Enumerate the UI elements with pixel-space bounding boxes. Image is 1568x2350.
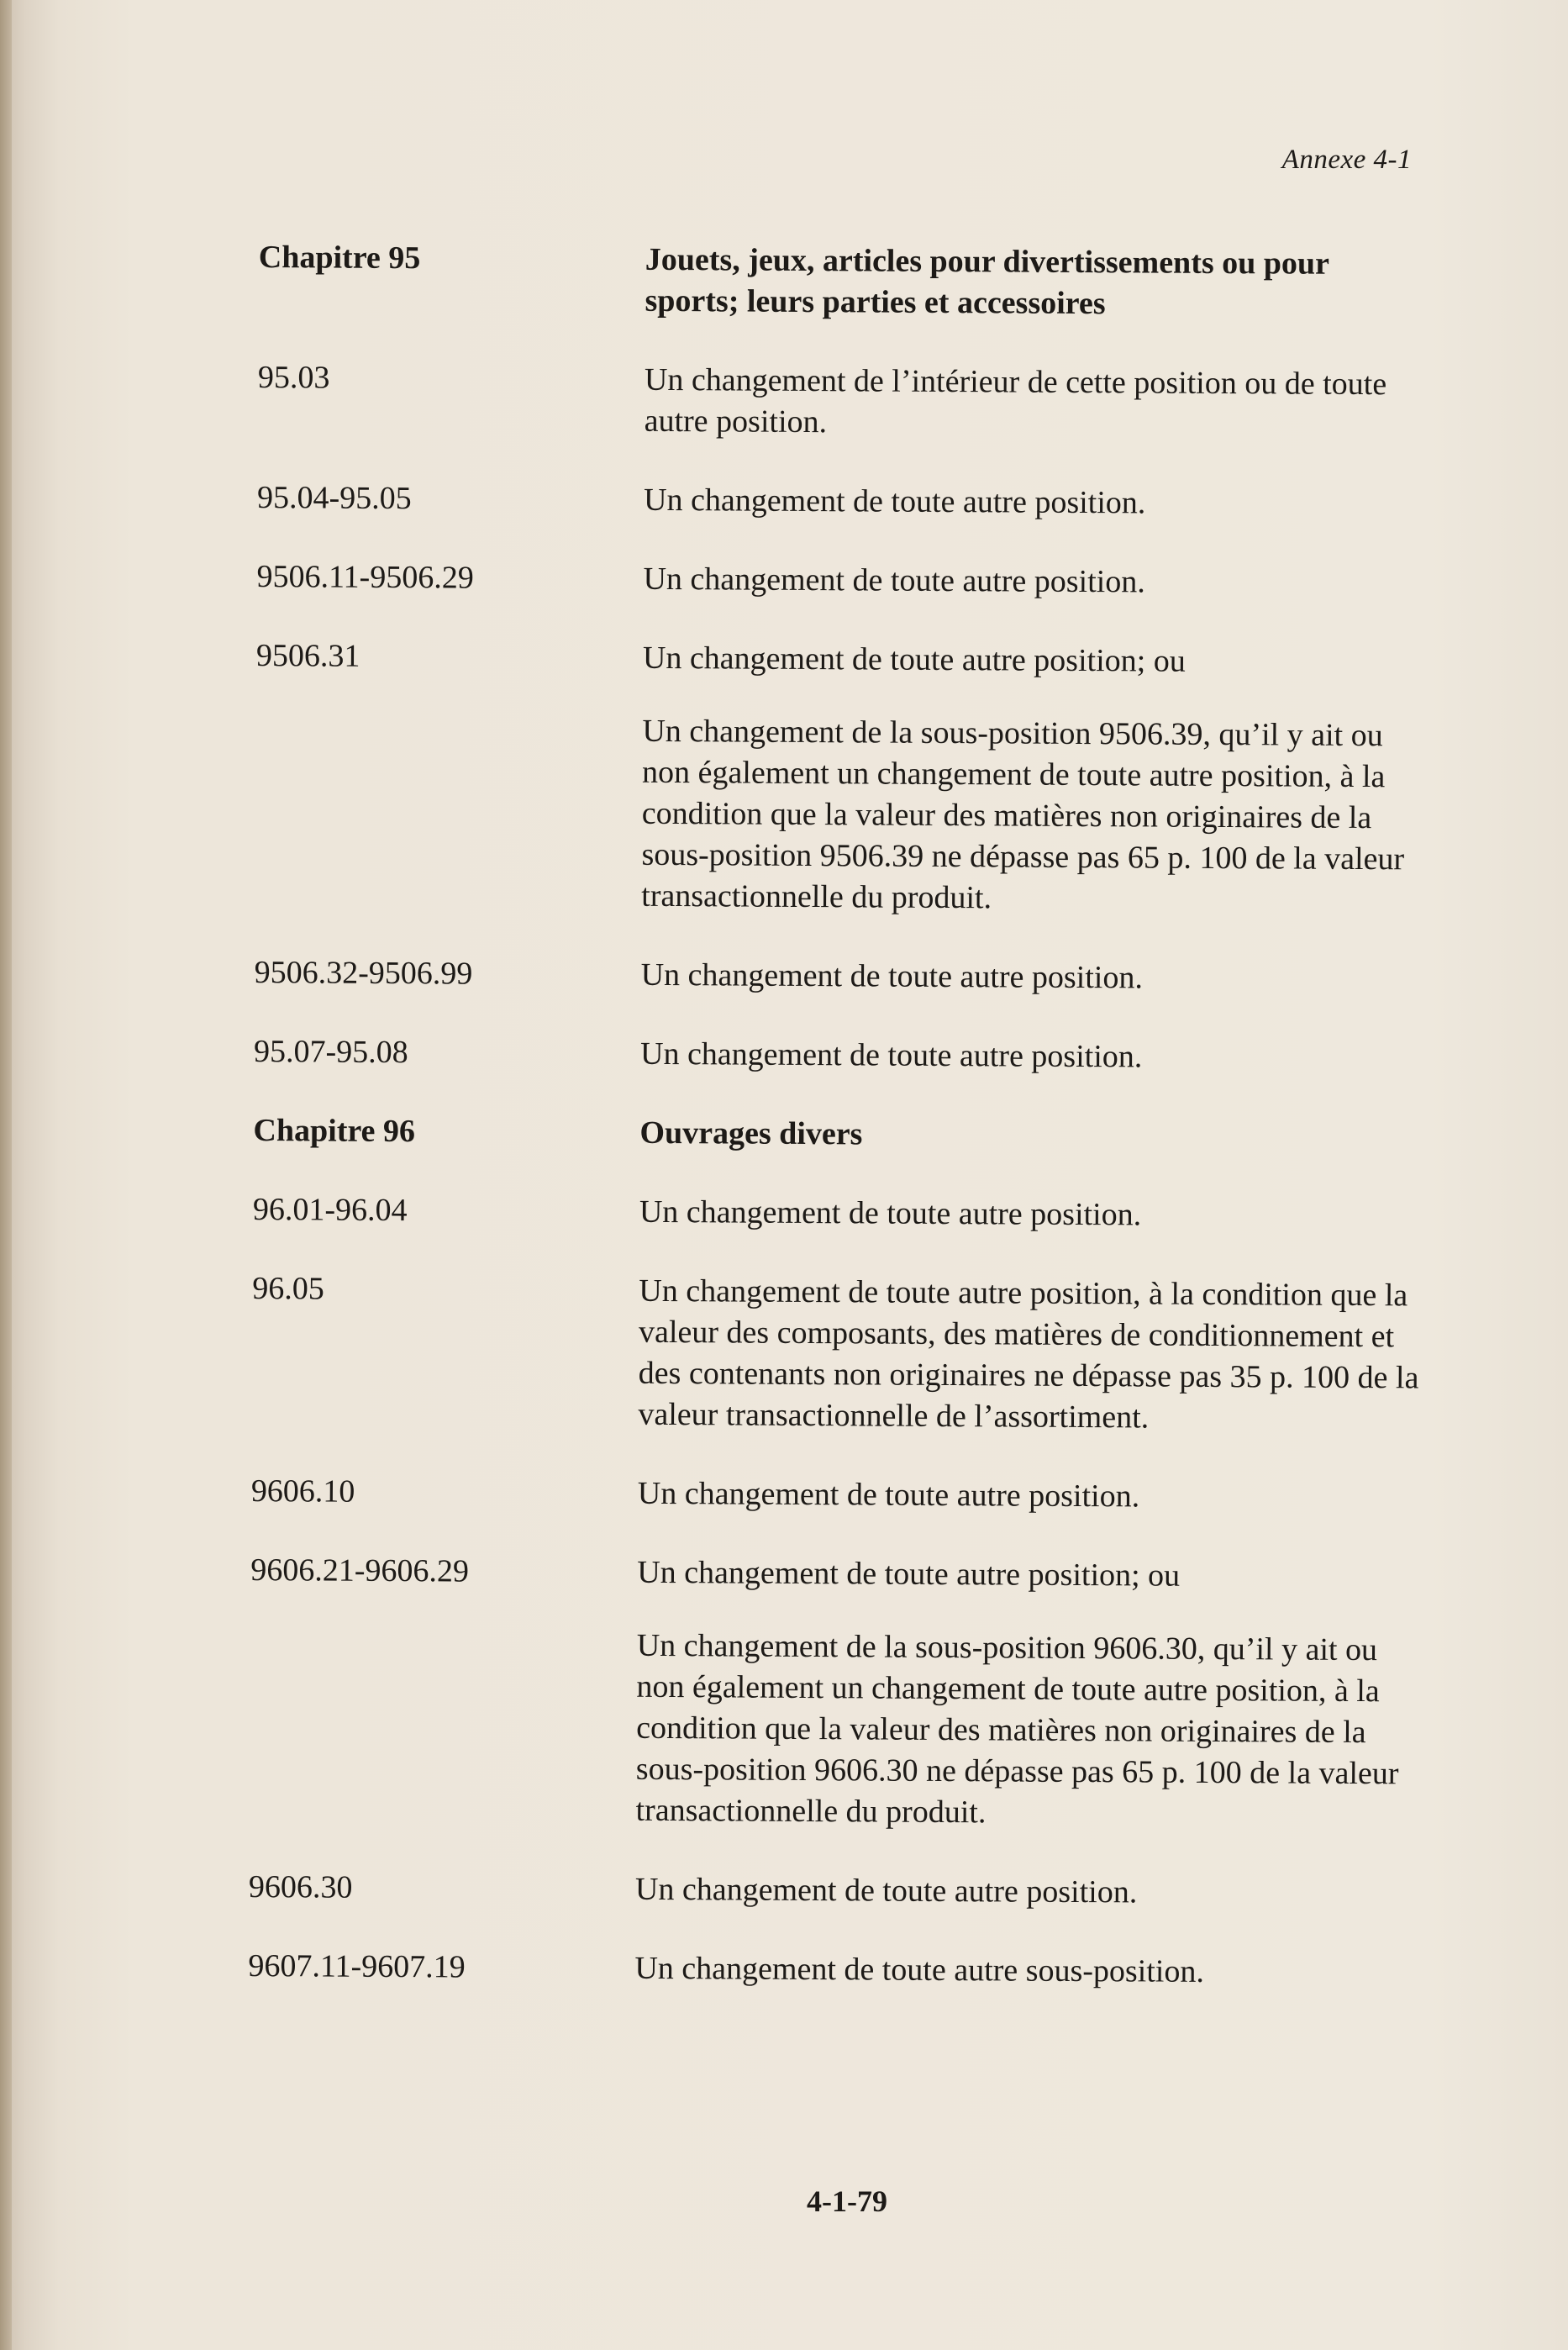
rule-text: Un changement de toute autre position.: [643, 561, 1145, 600]
table-row: [253, 1189, 1429, 1238]
rule-text: Un changement de toute autre position.: [639, 1035, 1143, 1075]
table-row: [253, 1110, 1429, 1159]
rule-text: Un changement de toute autre position.: [643, 482, 1146, 521]
rule-text: Un changement de toute autre position; ou: [637, 1554, 1181, 1594]
tariff-code: 9506.32-9506.99: [254, 954, 473, 992]
chapter-heading-96: Chapitre 96: [253, 1112, 416, 1150]
chapter-title-95: Jouets, jeux, articles pour divertissements ou pour sports; leurs parties et accessoires: [645, 241, 1329, 322]
table-row: [256, 635, 1433, 684]
table-row: [251, 1268, 1429, 1441]
rules-table: [248, 237, 1435, 2032]
table-row: [248, 1946, 1424, 1994]
rule-text: Un changement de toute autre position.: [639, 1193, 1142, 1233]
rule-text: Un changement de toute autre position, à la condition que la valeur des composants, des matières de conditionnement et des contenants non originaires ne dépasse pas 35 p. 100 de la valeur transactionnelle de l’assortiment.: [638, 1272, 1419, 1436]
table-row: [255, 709, 1432, 922]
tariff-code: 96.05: [252, 1270, 324, 1307]
table-row: [250, 1550, 1427, 1599]
page-spine-shadow: [0, 0, 12, 2350]
tariff-code: 9506.11-9506.29: [256, 558, 474, 596]
table-row: [249, 1623, 1426, 1836]
rule-text: Un changement de toute autre position.: [640, 956, 1144, 996]
table-row: [258, 357, 1435, 447]
tariff-code: 9606.21-9606.29: [250, 1552, 470, 1589]
rule-text: Un changement de toute autre sous-position.: [634, 1950, 1205, 1989]
rule-text: Un changement de la sous-position 9506.39, qu’il y ait ou non également un changement de toute autre position, à la condition que la valeur des matières non originaires de la sous-position 9506.39 ne dépasse pas 65 p. 100 de la valeur transactionnelle du produit.: [641, 713, 1405, 916]
chapter-title-96: Ouvrages divers: [639, 1114, 863, 1152]
tariff-code: [256, 709, 643, 711]
table-row: [257, 477, 1434, 526]
chapter-heading-95: Chapitre 95: [258, 239, 421, 277]
rule-text: Un changement de l’intérieur de cette position ou de toute autre position.: [644, 361, 1387, 440]
running-head: Annexe 4-1: [1281, 145, 1412, 175]
tariff-code: 9606.10: [250, 1473, 355, 1510]
table-row: [251, 1471, 1428, 1520]
table-row: [249, 1867, 1425, 1915]
table-row: [255, 952, 1431, 1001]
page-footer: [0, 2184, 1568, 2219]
table-row: [256, 556, 1433, 605]
tariff-code: 9506.31: [255, 637, 360, 674]
rule-text: Un changement de toute autre position.: [634, 1871, 1138, 1910]
tariff-code: 95.04-95.05: [256, 479, 412, 517]
rule-text: Un changement de toute autre position.: [637, 1475, 1140, 1515]
tariff-code: [250, 1623, 637, 1626]
tariff-code: 9606.30: [248, 1868, 353, 1905]
table-row: [254, 1031, 1430, 1080]
rule-text: Un changement de toute autre position; ou: [642, 640, 1186, 679]
tariff-code: 9607.11-9607.19: [248, 1947, 466, 1985]
tariff-code: 96.01-96.04: [252, 1191, 408, 1229]
tariff-code: 95.07-95.08: [253, 1033, 408, 1071]
rule-text: Un changement de la sous-position 9606.30, qu’il y ait ou non également un changement de toute autre position, à la condition que la valeur des matières non originaires de la sous-position 9606.30 ne dépasse pas 65 p. 100 de la valeur transactionnelle du produit.: [635, 1627, 1399, 1831]
table-row: [258, 237, 1435, 327]
tariff-code: 95.03: [257, 359, 330, 396]
page-number: 4-1-79: [807, 2184, 887, 2218]
